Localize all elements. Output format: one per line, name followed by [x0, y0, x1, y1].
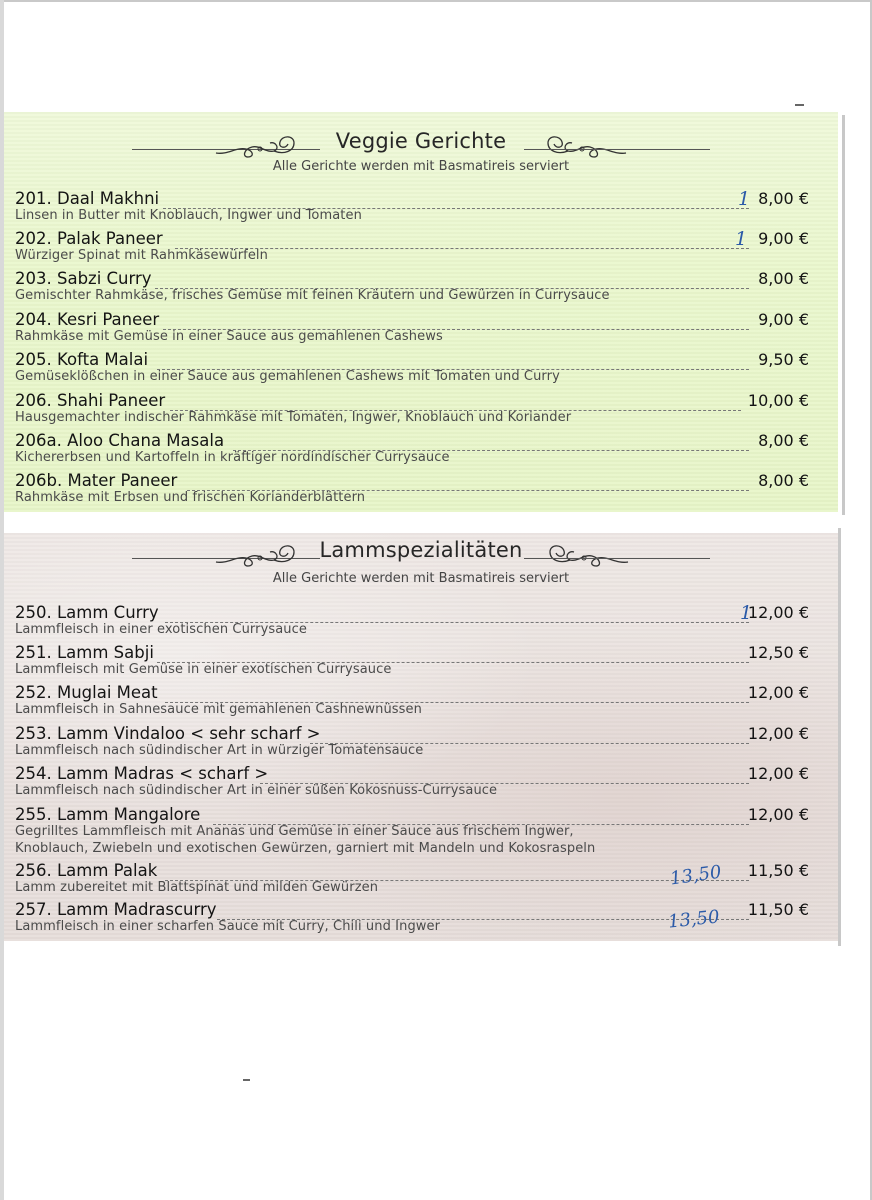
handwritten-correction: 1: [735, 228, 748, 250]
handwritten-price: 13,50: [667, 906, 721, 933]
item-price: 11,50 €: [747, 900, 809, 919]
item-name: 202. Palak Paneer: [15, 229, 163, 248]
menu-item: [15, 310, 821, 348]
scroll-ornament-right-icon: [546, 542, 630, 570]
section-subtitle: Alle Gerichte werden mit Basmatireis serviert: [272, 571, 570, 586]
item-description: Rahmkäse mit Gemüse in einer Sauce aus gemahlenen Cashews: [15, 329, 443, 344]
item-name: 254. Lamm Madras < scharf >: [15, 764, 269, 783]
menu-item: [15, 724, 821, 762]
item-description-line-2: Knoblauch, Zwiebeln und exotischen Gewürzen, garniert mit Mandeln und Kokosraspeln: [15, 841, 596, 856]
menu-item: [15, 805, 821, 861]
item-name: 201. Daal Makhni: [15, 189, 160, 208]
item-name: 206. Shahi Paneer: [15, 391, 166, 410]
scan-mark: [795, 104, 804, 106]
item-name: 253. Lamm Vindaloo < sehr scharf >: [15, 724, 321, 743]
menu-item: [15, 603, 821, 641]
item-price: 9,00 €: [758, 229, 809, 248]
item-name: 256. Lamm Palak: [15, 861, 158, 880]
item-price: 12,00 €: [747, 805, 809, 824]
item-price: 12,00 €: [747, 724, 809, 743]
item-price: 12,00 €: [747, 764, 809, 783]
item-name: 250. Lamm Curry: [15, 603, 159, 622]
item-price: 12,00 €: [747, 683, 809, 702]
item-description: Rahmkäse mit Erbsen und frischen Korianderblättern: [15, 490, 366, 505]
lamm-section: [4, 533, 838, 941]
item-price: 11,50 €: [747, 861, 809, 880]
section-title: Veggie Gerichte: [335, 129, 507, 153]
item-description: Lammfleisch in Sahnesauce mit gemahlenen Cashnewnüssen: [15, 702, 422, 717]
section-header: [4, 130, 838, 160]
item-description: Lammfleisch mit Gemüse in einer exotischen Currysauce: [15, 662, 392, 677]
item-price: 8,00 €: [758, 269, 809, 288]
menu-item: [15, 643, 821, 681]
item-price: 12,00 €: [747, 603, 809, 622]
handwritten-price: 13,50: [668, 861, 723, 890]
item-name: 255. Lamm Mangalore: [15, 805, 201, 824]
item-price: 12,50 €: [747, 643, 809, 662]
item-description: Lammfleisch in einer scharfen Sauce mit Curry, Chili und Ingwer: [15, 919, 441, 934]
item-price: 8,00 €: [758, 431, 809, 450]
menu-item: [15, 269, 821, 307]
header-rule-right: [524, 149, 710, 150]
item-description: Lammfleisch in einer exotischen Currysauce: [15, 622, 307, 637]
menu-item: [15, 431, 821, 469]
handwritten-correction: 1: [738, 188, 751, 210]
section-header: [4, 539, 838, 569]
panel-edge: [838, 528, 841, 946]
item-name: 252. Muglai Meat: [15, 683, 158, 702]
menu-item: [15, 229, 821, 267]
item-name: 203. Sabzi Curry: [15, 269, 152, 288]
section-subtitle: Alle Gerichte werden mit Basmatireis serviert: [272, 159, 570, 174]
item-description: Gemüseklößchen in einer Sauce aus gemahlenen Cashews mit Tomaten und Curry: [15, 369, 560, 384]
panel-edge: [842, 115, 845, 515]
item-name: 251. Lamm Sabji: [15, 643, 154, 662]
menu-item: [15, 764, 821, 802]
scan-edge-top: [0, 0, 872, 2]
veggie-section: [4, 112, 838, 512]
item-description: Linsen in Butter mit Knoblauch, Ingwer und Tomaten: [15, 208, 362, 223]
item-description: Gegrilltes Lammfleisch mit Ananas und Gemüse in einer Sauce aus frischem Ingwer,: [15, 824, 574, 839]
item-name: 257. Lamm Madrascurry: [15, 900, 217, 919]
item-price: 8,00 €: [758, 471, 809, 490]
handwritten-correction: 1: [740, 602, 753, 624]
menu-item: [15, 683, 821, 721]
item-description: Gemischter Rahmkäse, frisches Gemüse mit feinen Kräutern und Gewürzen in Currysauce: [15, 288, 610, 303]
item-description: Würziger Spinat mit Rahmkäsewürfeln: [15, 248, 268, 263]
item-description: Lamm zubereitet mit Blattspinat und milden Gewürzen: [15, 880, 379, 895]
item-name: 205. Kofta Malai: [15, 350, 149, 369]
section-title: Lammspezialitäten: [319, 538, 523, 562]
item-name: 206a. Aloo Chana Masala: [15, 431, 225, 450]
menu-item: [15, 350, 821, 388]
item-description: Lammfleisch nach südindischer Art in einer süßen Kokosnuss-Currysauce: [15, 783, 498, 798]
item-description: Hausgemachter indischer Rahmkäse mit Tomaten, Ingwer, Knoblauch und Koriander: [15, 410, 572, 425]
item-price: 9,00 €: [758, 310, 809, 329]
item-description: Kichererbsen und Kartoffeln in kräftiger nordindischer Currysauce: [15, 450, 450, 465]
item-name: 206b. Mater Paneer: [15, 471, 178, 490]
menu-item: [15, 391, 821, 429]
menu-item: [15, 189, 821, 227]
item-description: Lammfleisch nach südindischer Art in würziger Tomatensauce: [15, 743, 424, 758]
header-rule-right: [524, 558, 710, 559]
item-price: 10,00 €: [747, 391, 809, 410]
scan-mark: [243, 1079, 250, 1081]
item-price: 9,50 €: [758, 350, 809, 369]
menu-item: [15, 471, 821, 509]
scroll-ornament-right-icon: [544, 133, 628, 161]
item-price: 8,00 €: [758, 189, 809, 208]
item-name: 204. Kesri Paneer: [15, 310, 160, 329]
